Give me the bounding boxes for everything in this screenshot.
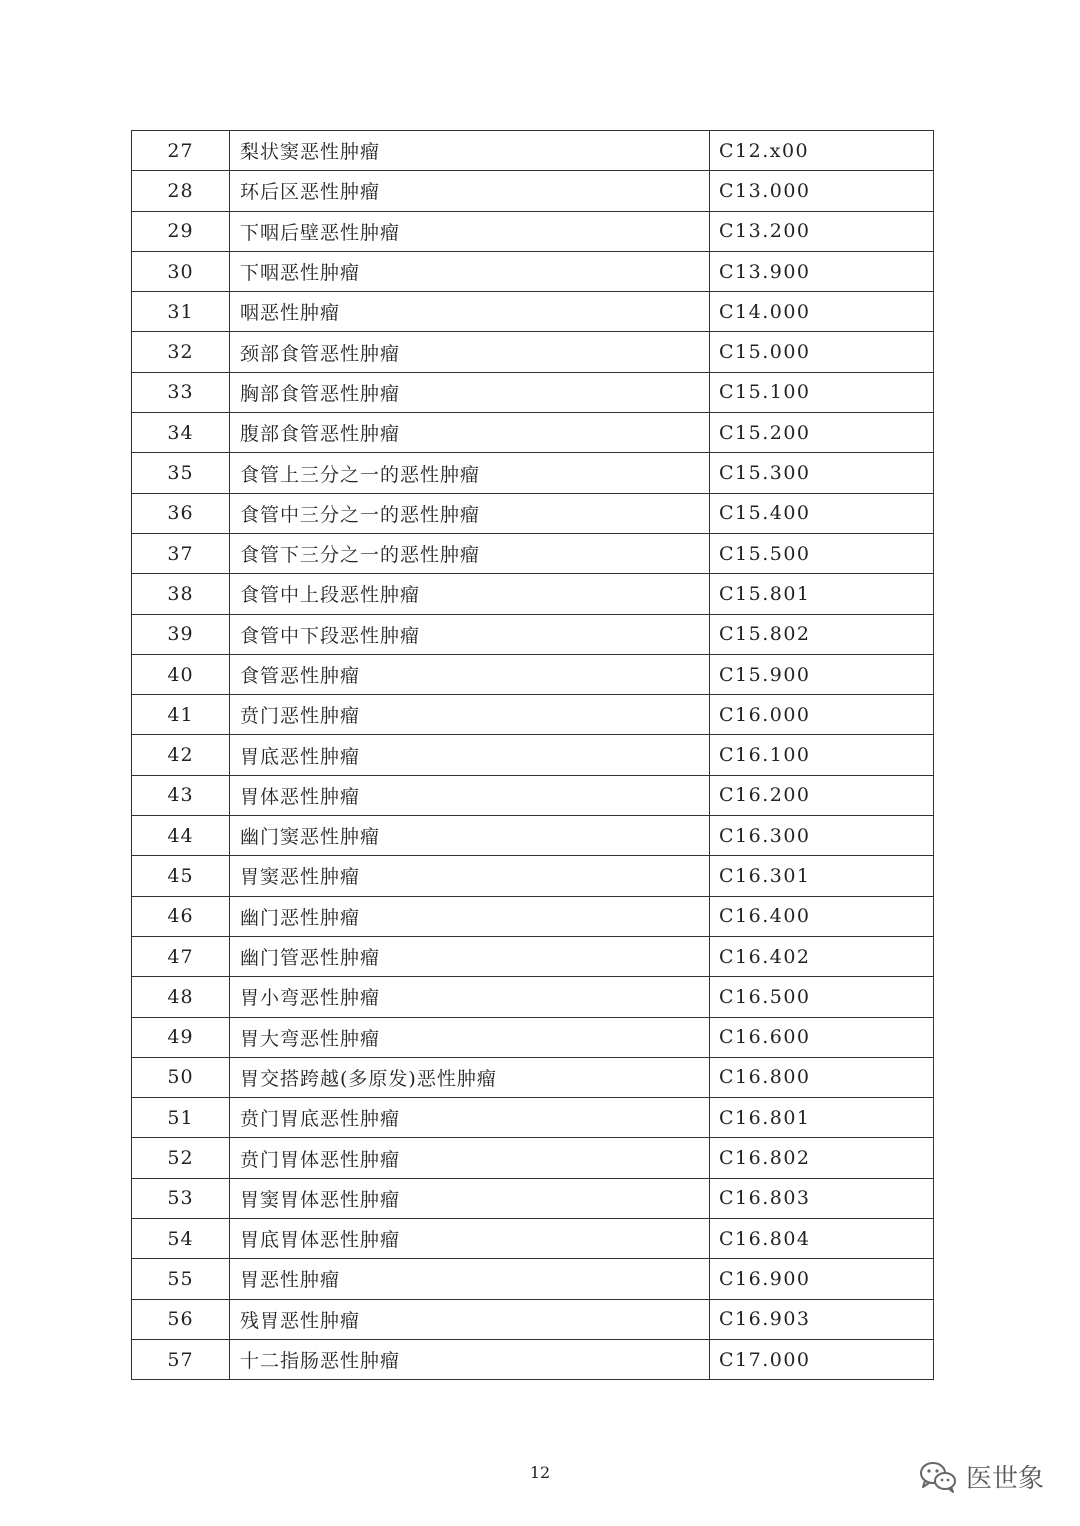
disease-name: 梨状窦恶性肿瘤	[230, 131, 710, 171]
table-row	[132, 131, 934, 171]
disease-name: 胸部食管恶性肿瘤	[230, 372, 710, 412]
row-number: 52	[132, 1138, 230, 1178]
table-row	[132, 977, 934, 1017]
table-row	[132, 1098, 934, 1138]
disease-name: 下咽恶性肿瘤	[230, 251, 710, 291]
row-number: 49	[132, 1017, 230, 1057]
table-row	[132, 614, 934, 654]
row-number: 36	[132, 493, 230, 533]
icd-code: C16.500	[710, 977, 934, 1017]
row-number: 37	[132, 533, 230, 573]
disease-name: 食管上三分之一的恶性肿瘤	[230, 453, 710, 493]
row-number: 34	[132, 413, 230, 453]
disease-name: 食管下三分之一的恶性肿瘤	[230, 533, 710, 573]
disease-name: 胃小弯恶性肿瘤	[230, 977, 710, 1017]
disease-name: 胃底恶性肿瘤	[230, 735, 710, 775]
disease-name: 食管中上段恶性肿瘤	[230, 574, 710, 614]
table-row	[132, 171, 934, 211]
icd-code: C16.000	[710, 695, 934, 735]
row-number: 54	[132, 1219, 230, 1259]
disease-name: 贲门胃体恶性肿瘤	[230, 1138, 710, 1178]
icd-code: C16.802	[710, 1138, 934, 1178]
table-row	[132, 775, 934, 815]
row-number: 53	[132, 1178, 230, 1218]
disease-name: 食管恶性肿瘤	[230, 654, 710, 694]
icd-code: C16.903	[710, 1299, 934, 1339]
row-number: 33	[132, 372, 230, 412]
row-number: 56	[132, 1299, 230, 1339]
row-number: 47	[132, 936, 230, 976]
icd-code: C15.100	[710, 372, 934, 412]
disease-code-table	[131, 130, 934, 1380]
row-number: 27	[132, 131, 230, 171]
disease-name: 颈部食管恶性肿瘤	[230, 332, 710, 372]
disease-name: 幽门管恶性肿瘤	[230, 936, 710, 976]
row-number: 57	[132, 1339, 230, 1379]
table-row	[132, 816, 934, 856]
disease-name: 胃窦恶性肿瘤	[230, 856, 710, 896]
table-row	[132, 1339, 934, 1379]
table-row	[132, 493, 934, 533]
icd-code: C15.400	[710, 493, 934, 533]
row-number: 43	[132, 775, 230, 815]
disease-name: 幽门窦恶性肿瘤	[230, 816, 710, 856]
row-number: 46	[132, 896, 230, 936]
wechat-icon	[918, 1460, 958, 1494]
row-number: 51	[132, 1098, 230, 1138]
row-number: 55	[132, 1259, 230, 1299]
table-row	[132, 533, 934, 573]
disease-name: 幽门恶性肿瘤	[230, 896, 710, 936]
table-row	[132, 574, 934, 614]
table-row	[132, 251, 934, 291]
row-number: 41	[132, 695, 230, 735]
table-row	[132, 735, 934, 775]
disease-name: 食管中三分之一的恶性肿瘤	[230, 493, 710, 533]
table-row	[132, 1299, 934, 1339]
watermark-text: 医世象	[966, 1464, 1045, 1494]
icd-code: C16.200	[710, 775, 934, 815]
row-number: 39	[132, 614, 230, 654]
table-row	[132, 936, 934, 976]
row-number: 50	[132, 1057, 230, 1097]
icd-code: C16.801	[710, 1098, 934, 1138]
row-number: 38	[132, 574, 230, 614]
table-row	[132, 372, 934, 412]
icd-code: C15.801	[710, 574, 934, 614]
icd-code: C16.900	[710, 1259, 934, 1299]
disease-name: 胃大弯恶性肿瘤	[230, 1017, 710, 1057]
table-row	[132, 1178, 934, 1218]
icd-code: C16.300	[710, 816, 934, 856]
table-row	[132, 1138, 934, 1178]
icd-code: C12.x00	[710, 131, 934, 171]
icd-code: C13.000	[710, 171, 934, 211]
icd-code: C16.803	[710, 1178, 934, 1218]
icd-code: C14.000	[710, 292, 934, 332]
icd-code: C15.200	[710, 413, 934, 453]
icd-code: C16.100	[710, 735, 934, 775]
row-number: 45	[132, 856, 230, 896]
table-row	[132, 695, 934, 735]
table-row	[132, 413, 934, 453]
disease-name: 胃窦胃体恶性肿瘤	[230, 1178, 710, 1218]
icd-code: C16.800	[710, 1057, 934, 1097]
disease-name: 下咽后壁恶性肿瘤	[230, 211, 710, 251]
disease-name: 胃底胃体恶性肿瘤	[230, 1219, 710, 1259]
table-row	[132, 332, 934, 372]
disease-name: 贲门胃底恶性肿瘤	[230, 1098, 710, 1138]
page-number: 12	[529, 1463, 551, 1482]
row-number: 28	[132, 171, 230, 211]
row-number: 31	[132, 292, 230, 332]
table-row	[132, 1219, 934, 1259]
table-row	[132, 453, 934, 493]
icd-code: C15.000	[710, 332, 934, 372]
row-number: 32	[132, 332, 230, 372]
disease-name: 食管中下段恶性肿瘤	[230, 614, 710, 654]
row-number: 40	[132, 654, 230, 694]
disease-name: 胃交搭跨越(多原发)恶性肿瘤	[230, 1057, 710, 1097]
table-row	[132, 654, 934, 694]
icd-code: C15.300	[710, 453, 934, 493]
row-number: 35	[132, 453, 230, 493]
icd-code: C16.804	[710, 1219, 934, 1259]
row-number: 44	[132, 816, 230, 856]
disease-name: 胃恶性肿瘤	[230, 1259, 710, 1299]
row-number: 42	[132, 735, 230, 775]
disease-name: 胃体恶性肿瘤	[230, 775, 710, 815]
icd-code: C16.400	[710, 896, 934, 936]
table-row	[132, 896, 934, 936]
row-number: 30	[132, 251, 230, 291]
disease-name: 贲门恶性肿瘤	[230, 695, 710, 735]
disease-name: 腹部食管恶性肿瘤	[230, 413, 710, 453]
icd-code: C13.900	[710, 251, 934, 291]
disease-name: 环后区恶性肿瘤	[230, 171, 710, 211]
icd-code: C13.200	[710, 211, 934, 251]
table-row	[132, 856, 934, 896]
table-row	[132, 1057, 934, 1097]
table-row	[132, 211, 934, 251]
table-body	[132, 131, 934, 1380]
icd-code: C16.301	[710, 856, 934, 896]
watermark	[918, 1458, 1044, 1495]
icd-code: C15.802	[710, 614, 934, 654]
table-row	[132, 1259, 934, 1299]
disease-name: 咽恶性肿瘤	[230, 292, 710, 332]
icd-code: C16.402	[710, 936, 934, 976]
row-number: 29	[132, 211, 230, 251]
icd-code: C15.500	[710, 533, 934, 573]
table-row	[132, 292, 934, 332]
icd-code: C16.600	[710, 1017, 934, 1057]
row-number: 48	[132, 977, 230, 1017]
table-row	[132, 1017, 934, 1057]
disease-name: 十二指肠恶性肿瘤	[230, 1339, 710, 1379]
icd-code: C15.900	[710, 654, 934, 694]
disease-name: 残胃恶性肿瘤	[230, 1299, 710, 1339]
icd-code: C17.000	[710, 1339, 934, 1379]
